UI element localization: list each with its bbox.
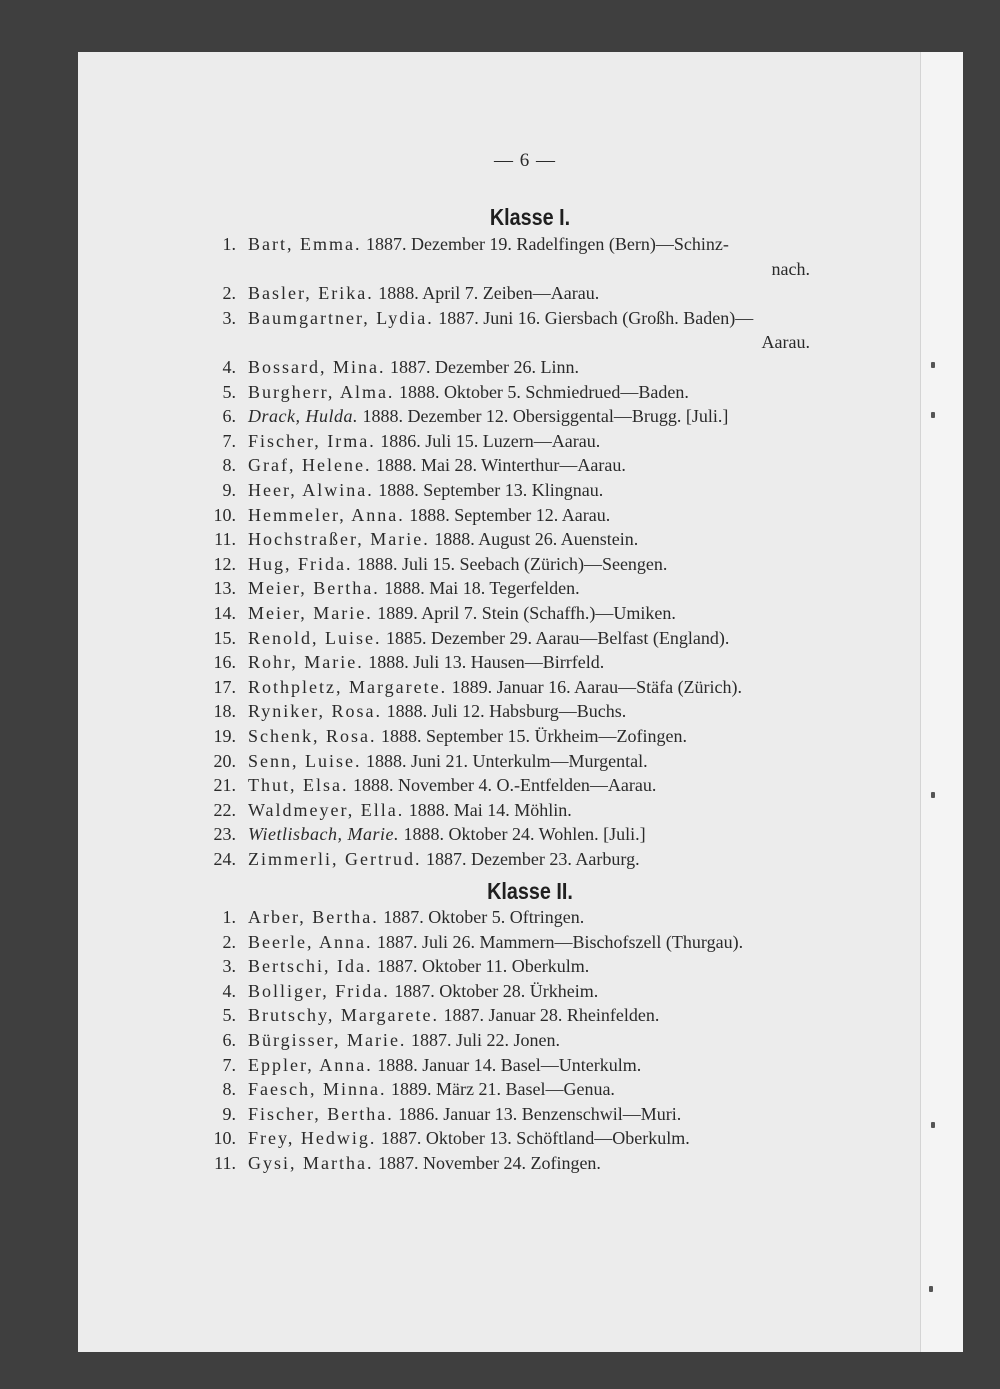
- entry-name: Eppler, Anna.: [248, 1054, 373, 1075]
- entry-number: 22.: [213, 799, 236, 820]
- entry-details: 1888. Mai 28. Winterthur—Aarau.: [371, 455, 626, 476]
- entry-number: 9.: [222, 480, 236, 500]
- entry-name: Bart, Emma.: [248, 234, 362, 254]
- list-item: [200, 979, 860, 1003]
- entry-details: 1887. Juli 26. Mammern—Bischofszell (Thurgau).: [372, 931, 744, 952]
- entry-name: Faesch, Minna.: [248, 1079, 387, 1100]
- entry-number: 3.: [222, 307, 236, 328]
- entry-details: 1888. Oktober 24. Wohlen. [Juli.]: [398, 824, 646, 845]
- entry-details: 1888. Januar 14. Basel—Unterkulm.: [372, 1054, 642, 1075]
- entry-name: Basler, Erika.: [248, 283, 374, 304]
- entry-details: 1887. Dezember 26. Linn.: [385, 357, 579, 377]
- page-number: — 6 —: [494, 150, 556, 171]
- entry-details: 1886. Januar 13. Benzenschwil—Muri.: [393, 1103, 682, 1124]
- entry-name: Hemmeler, Anna.: [248, 504, 405, 525]
- list-item: [200, 576, 860, 600]
- entry-name: Fischer, Irma.: [248, 430, 376, 451]
- list-item: [200, 954, 860, 978]
- entry-name: Bürgisser, Marie.: [248, 1030, 407, 1050]
- entry-details: 1888. Juli 12. Habsburg—Buchs.: [382, 701, 627, 722]
- entry-name: Fischer, Bertha.: [248, 1103, 394, 1124]
- entry-details: 1888. Juli 13. Hausen—Birrfeld.: [363, 652, 605, 673]
- entry-number: 10.: [213, 504, 236, 525]
- entry-name: Meier, Bertha.: [248, 578, 380, 599]
- entry-number: 11.: [214, 1153, 236, 1173]
- entry-number: 15.: [213, 627, 236, 648]
- list-item: [200, 1003, 860, 1027]
- list-item: [200, 626, 860, 650]
- entry-name: Hochstraßer, Marie.: [248, 529, 430, 550]
- entry-number: 16.: [213, 652, 236, 673]
- list-item: [200, 699, 860, 723]
- entry-continuation: nach.: [771, 258, 810, 279]
- list-item: [200, 478, 860, 502]
- entry-name: Senn, Luise.: [248, 750, 362, 771]
- entry-name: Frey, Hedwig.: [248, 1128, 377, 1149]
- entry-number: 5.: [222, 381, 236, 402]
- entry-name: Drack, Hulda.: [248, 406, 358, 427]
- list-item: [200, 650, 860, 674]
- entry-details: 1887. Oktober 5. Oftringen.: [378, 907, 585, 927]
- entry-name: Baumgartner, Lydia.: [248, 307, 434, 328]
- entry-number: 8.: [222, 455, 236, 476]
- entry-details: 1887. Januar 28. Rheinfelden.: [438, 1005, 660, 1026]
- list-item: [200, 306, 860, 330]
- entry-number: 7.: [222, 1054, 236, 1075]
- list-item: [200, 1126, 860, 1150]
- entry-number: 19.: [213, 726, 236, 746]
- entry-details: 1887. Juni 16. Giersbach (Großh. Baden)—: [433, 307, 754, 328]
- entry-number: 11.: [214, 529, 236, 550]
- list-item: [200, 281, 860, 305]
- entry-number: 2.: [222, 931, 236, 952]
- list-item: [200, 847, 860, 871]
- entry-details: 1888. September 15. Ürkheim—Zofingen.: [376, 726, 687, 746]
- entry-number: 13.: [213, 578, 236, 599]
- list-item: [200, 822, 860, 846]
- entry-details: 1887. Juli 22. Jonen.: [406, 1030, 560, 1050]
- entry-number: 6.: [222, 1030, 236, 1050]
- entry-number: 1.: [222, 907, 236, 927]
- entry-name: Arber, Bertha.: [248, 907, 379, 927]
- entry-details: 1888. Oktober 5. Schmiedrued—Baden.: [394, 381, 689, 402]
- entry-name: Heer, Alwina.: [248, 480, 374, 500]
- class-2-heading: Klasse II.: [487, 878, 573, 904]
- entry-number: 6.: [222, 406, 236, 427]
- list-item: [200, 930, 860, 954]
- list-item: [200, 380, 860, 404]
- entry-name: Brutschy, Margarete.: [248, 1005, 439, 1026]
- entry-details: 1888. Juli 15. Seebach (Zürich)—Seengen.: [352, 553, 668, 574]
- entry-name: Beerle, Anna.: [248, 931, 373, 952]
- entry-number: 9.: [222, 1103, 236, 1124]
- entry-name: Zimmerli, Gertrud.: [248, 849, 422, 869]
- entry-number: 4.: [222, 980, 236, 1001]
- entry-name: Ryniker, Rosa.: [248, 701, 383, 722]
- entry-number: 23.: [213, 824, 236, 845]
- page-edge: [920, 52, 963, 1352]
- entry-name: Bossard, Mina.: [248, 357, 386, 377]
- entry-name: Hug, Frida.: [248, 553, 353, 574]
- entry-name: Bolliger, Frida.: [248, 980, 390, 1001]
- list-item: [200, 905, 860, 929]
- list-item: [200, 404, 860, 428]
- entry-number: 20.: [213, 750, 236, 771]
- list-item: [200, 527, 860, 551]
- list-item: [200, 232, 860, 256]
- entry-name: Meier, Marie.: [248, 603, 373, 623]
- entry-name: Rothpletz, Margarete.: [248, 676, 448, 697]
- entry-name: Gysi, Martha.: [248, 1153, 374, 1173]
- entry-name: Burgherr, Alma.: [248, 381, 395, 402]
- entry-number: 12.: [213, 553, 236, 574]
- entry-continuation: Aarau.: [761, 332, 810, 353]
- list-item: [200, 1151, 860, 1175]
- entry-details: 1888. Juni 21. Unterkulm—Murgental.: [361, 750, 648, 771]
- entry-name: Rohr, Marie.: [248, 652, 364, 673]
- entry-details: 1886. Juli 15. Luzern—Aarau.: [375, 430, 601, 451]
- entry-name: Thut, Elsa.: [248, 775, 349, 796]
- entry-name: Graf, Helene.: [248, 455, 372, 476]
- entry-details: 1888. November 4. O.-Entfelden—Aarau.: [348, 775, 657, 796]
- entry-number: 5.: [222, 1005, 236, 1026]
- list-item: [200, 1028, 860, 1052]
- entry-details: 1888. Dezember 12. Obersiggental—Brugg. [Juli.]: [357, 406, 729, 427]
- entry-number: 8.: [222, 1079, 236, 1100]
- entry-details: 1887. Oktober 28. Ürkheim.: [389, 980, 599, 1001]
- entry-details: 1887. Oktober 13. Schöftland—Oberkulm.: [376, 1128, 690, 1149]
- entry-details: 1888. April 7. Zeiben—Aarau.: [373, 283, 600, 304]
- entry-details: 1889. März 21. Basel—Genua.: [386, 1079, 615, 1100]
- list-item: [200, 453, 860, 477]
- entry-details: 1889. April 7. Stein (Schaffh.)—Umiken.: [372, 603, 676, 623]
- entry-name: Bertschi, Ida.: [248, 956, 373, 977]
- entry-details: 1888. Mai 14. Möhlin.: [404, 799, 572, 820]
- entry-name: Waldmeyer, Ella.: [248, 799, 405, 820]
- entry-number: 2.: [222, 283, 236, 304]
- entry-number: 10.: [213, 1128, 236, 1149]
- entry-name: Renold, Luise.: [248, 627, 382, 648]
- list-item: [200, 552, 860, 576]
- list-item: [200, 355, 860, 379]
- entry-details: 1887. Oktober 11. Oberkulm.: [372, 956, 590, 977]
- entry-details: 1888. August 26. Auenstein.: [429, 529, 639, 550]
- entry-number: 14.: [213, 603, 236, 623]
- list-item: [200, 798, 860, 822]
- list-item: [200, 1053, 860, 1077]
- entry-number: 1.: [222, 234, 236, 254]
- entry-details: 1887. Dezember 19. Radelfingen (Bern)—Schinz-: [361, 234, 729, 254]
- entry-details: 1889. Januar 16. Aarau—Stäfa (Zürich).: [447, 676, 743, 697]
- entry-details: 1887. November 24. Zofingen.: [373, 1153, 601, 1173]
- list-item: [200, 749, 860, 773]
- entry-number: 7.: [222, 430, 236, 451]
- list-item: [200, 1102, 860, 1126]
- entry-details: 1888. Mai 18. Tegerfelden.: [379, 578, 580, 599]
- list-item: [200, 601, 860, 625]
- entry-details: 1888. September 13. Klingnau.: [373, 480, 604, 500]
- entry-details: 1885. Dezember 29. Aarau—Belfast (England).: [381, 627, 730, 648]
- list-item: [200, 503, 860, 527]
- entry-number: 24.: [213, 849, 236, 869]
- entry-name: Schenk, Rosa.: [248, 726, 377, 746]
- entry-number: 3.: [222, 956, 236, 977]
- entry-number: 17.: [213, 676, 236, 697]
- list-item: [200, 724, 860, 748]
- list-item: [200, 675, 860, 699]
- list-item: [200, 773, 860, 797]
- list-item: [200, 1077, 860, 1101]
- entry-name: Wietlisbach, Marie.: [248, 824, 399, 845]
- entry-details: 1888. September 12. Aarau.: [404, 504, 611, 525]
- entry-number: 4.: [222, 357, 236, 377]
- entry-number: 21.: [213, 775, 236, 796]
- entry-details: 1887. Dezember 23. Aarburg.: [421, 849, 640, 869]
- entry-number: 18.: [213, 701, 236, 722]
- class-1-heading: Klasse I.: [489, 204, 571, 230]
- list-item: [200, 429, 860, 453]
